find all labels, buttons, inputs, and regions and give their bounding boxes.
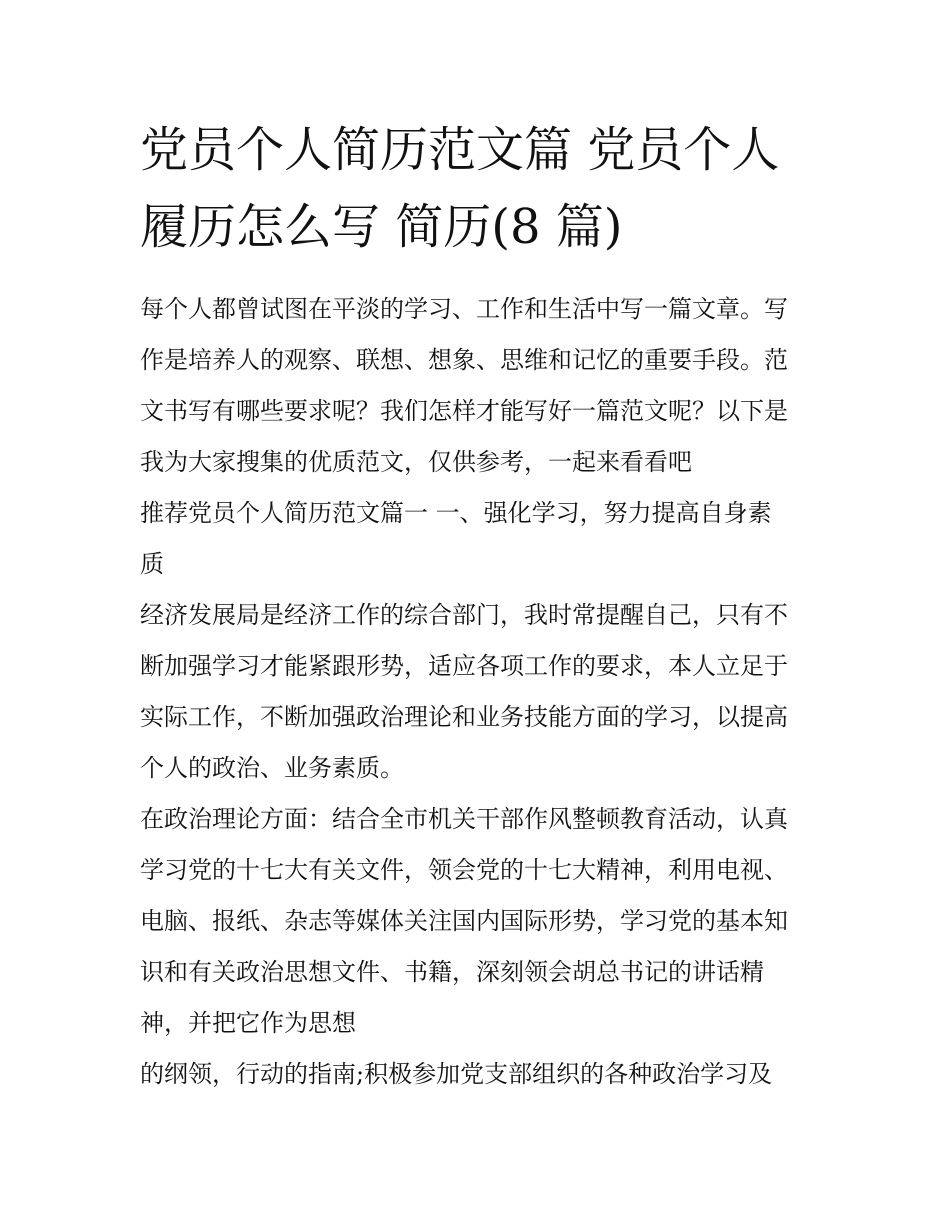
text-line: 断加强学习才能紧跟形势，适应各项工作的要求，本人立足于: [140, 652, 788, 680]
text-line: 质: [140, 550, 164, 578]
text-line: 经济发展局是经济工作的综合部门，我时常提醒自己，只有不: [140, 601, 788, 629]
text-line: 个人的政治、业务素质。: [140, 754, 404, 782]
body-paragraph-intro: [140, 284, 815, 488]
title-line: 履历怎么写 简历(8 篇): [140, 199, 623, 255]
text-line: 识和有关政治思想文件、书籍，深刻领会胡总书记的讲话精: [140, 958, 764, 986]
text-line: 作是培养人的观察、联想、想象、思维和记忆的重要手段。范: [140, 346, 788, 374]
title-line: 党员个人简历范文篇 党员个人: [140, 122, 780, 178]
text-line: 神，并把它作为思想: [140, 1009, 356, 1037]
document-page: [140, 112, 815, 1100]
text-line: 在政治理论方面：结合全市机关干部作风整顿教育活动，认真: [140, 805, 788, 833]
text-line: 推荐党员个人简历范文篇一 一、强化学习，努力提高自身素: [140, 499, 772, 527]
text-line: 每个人都曾试图在平淡的学习、工作和生活中写一篇文章。写: [140, 295, 788, 323]
body-paragraph: [140, 794, 815, 1049]
text-line: 电脑、报纸、杂志等媒体关注国内国际形势，学习党的基本知: [140, 907, 788, 935]
text-line: 实际工作，不断加强政治理论和业务技能方面的学习，以提高: [140, 703, 788, 731]
body-paragraph: [140, 590, 815, 794]
text-line: 文书写有哪些要求呢？我们怎样才能写好一篇范文呢？以下是: [140, 397, 788, 425]
text-line: 的纲领，行动的指南;积极参加党支部组织的各种政治学习及: [140, 1060, 773, 1088]
document-title: [140, 112, 815, 266]
text-line: 我为大家搜集的优质范文，仅供参考，一起来看看吧: [140, 448, 692, 476]
text-line: 学习党的十七大有关文件，领会党的十七大精神，利用电视、: [140, 856, 788, 884]
section-heading: [140, 488, 815, 590]
body-paragraph: [140, 1049, 815, 1100]
